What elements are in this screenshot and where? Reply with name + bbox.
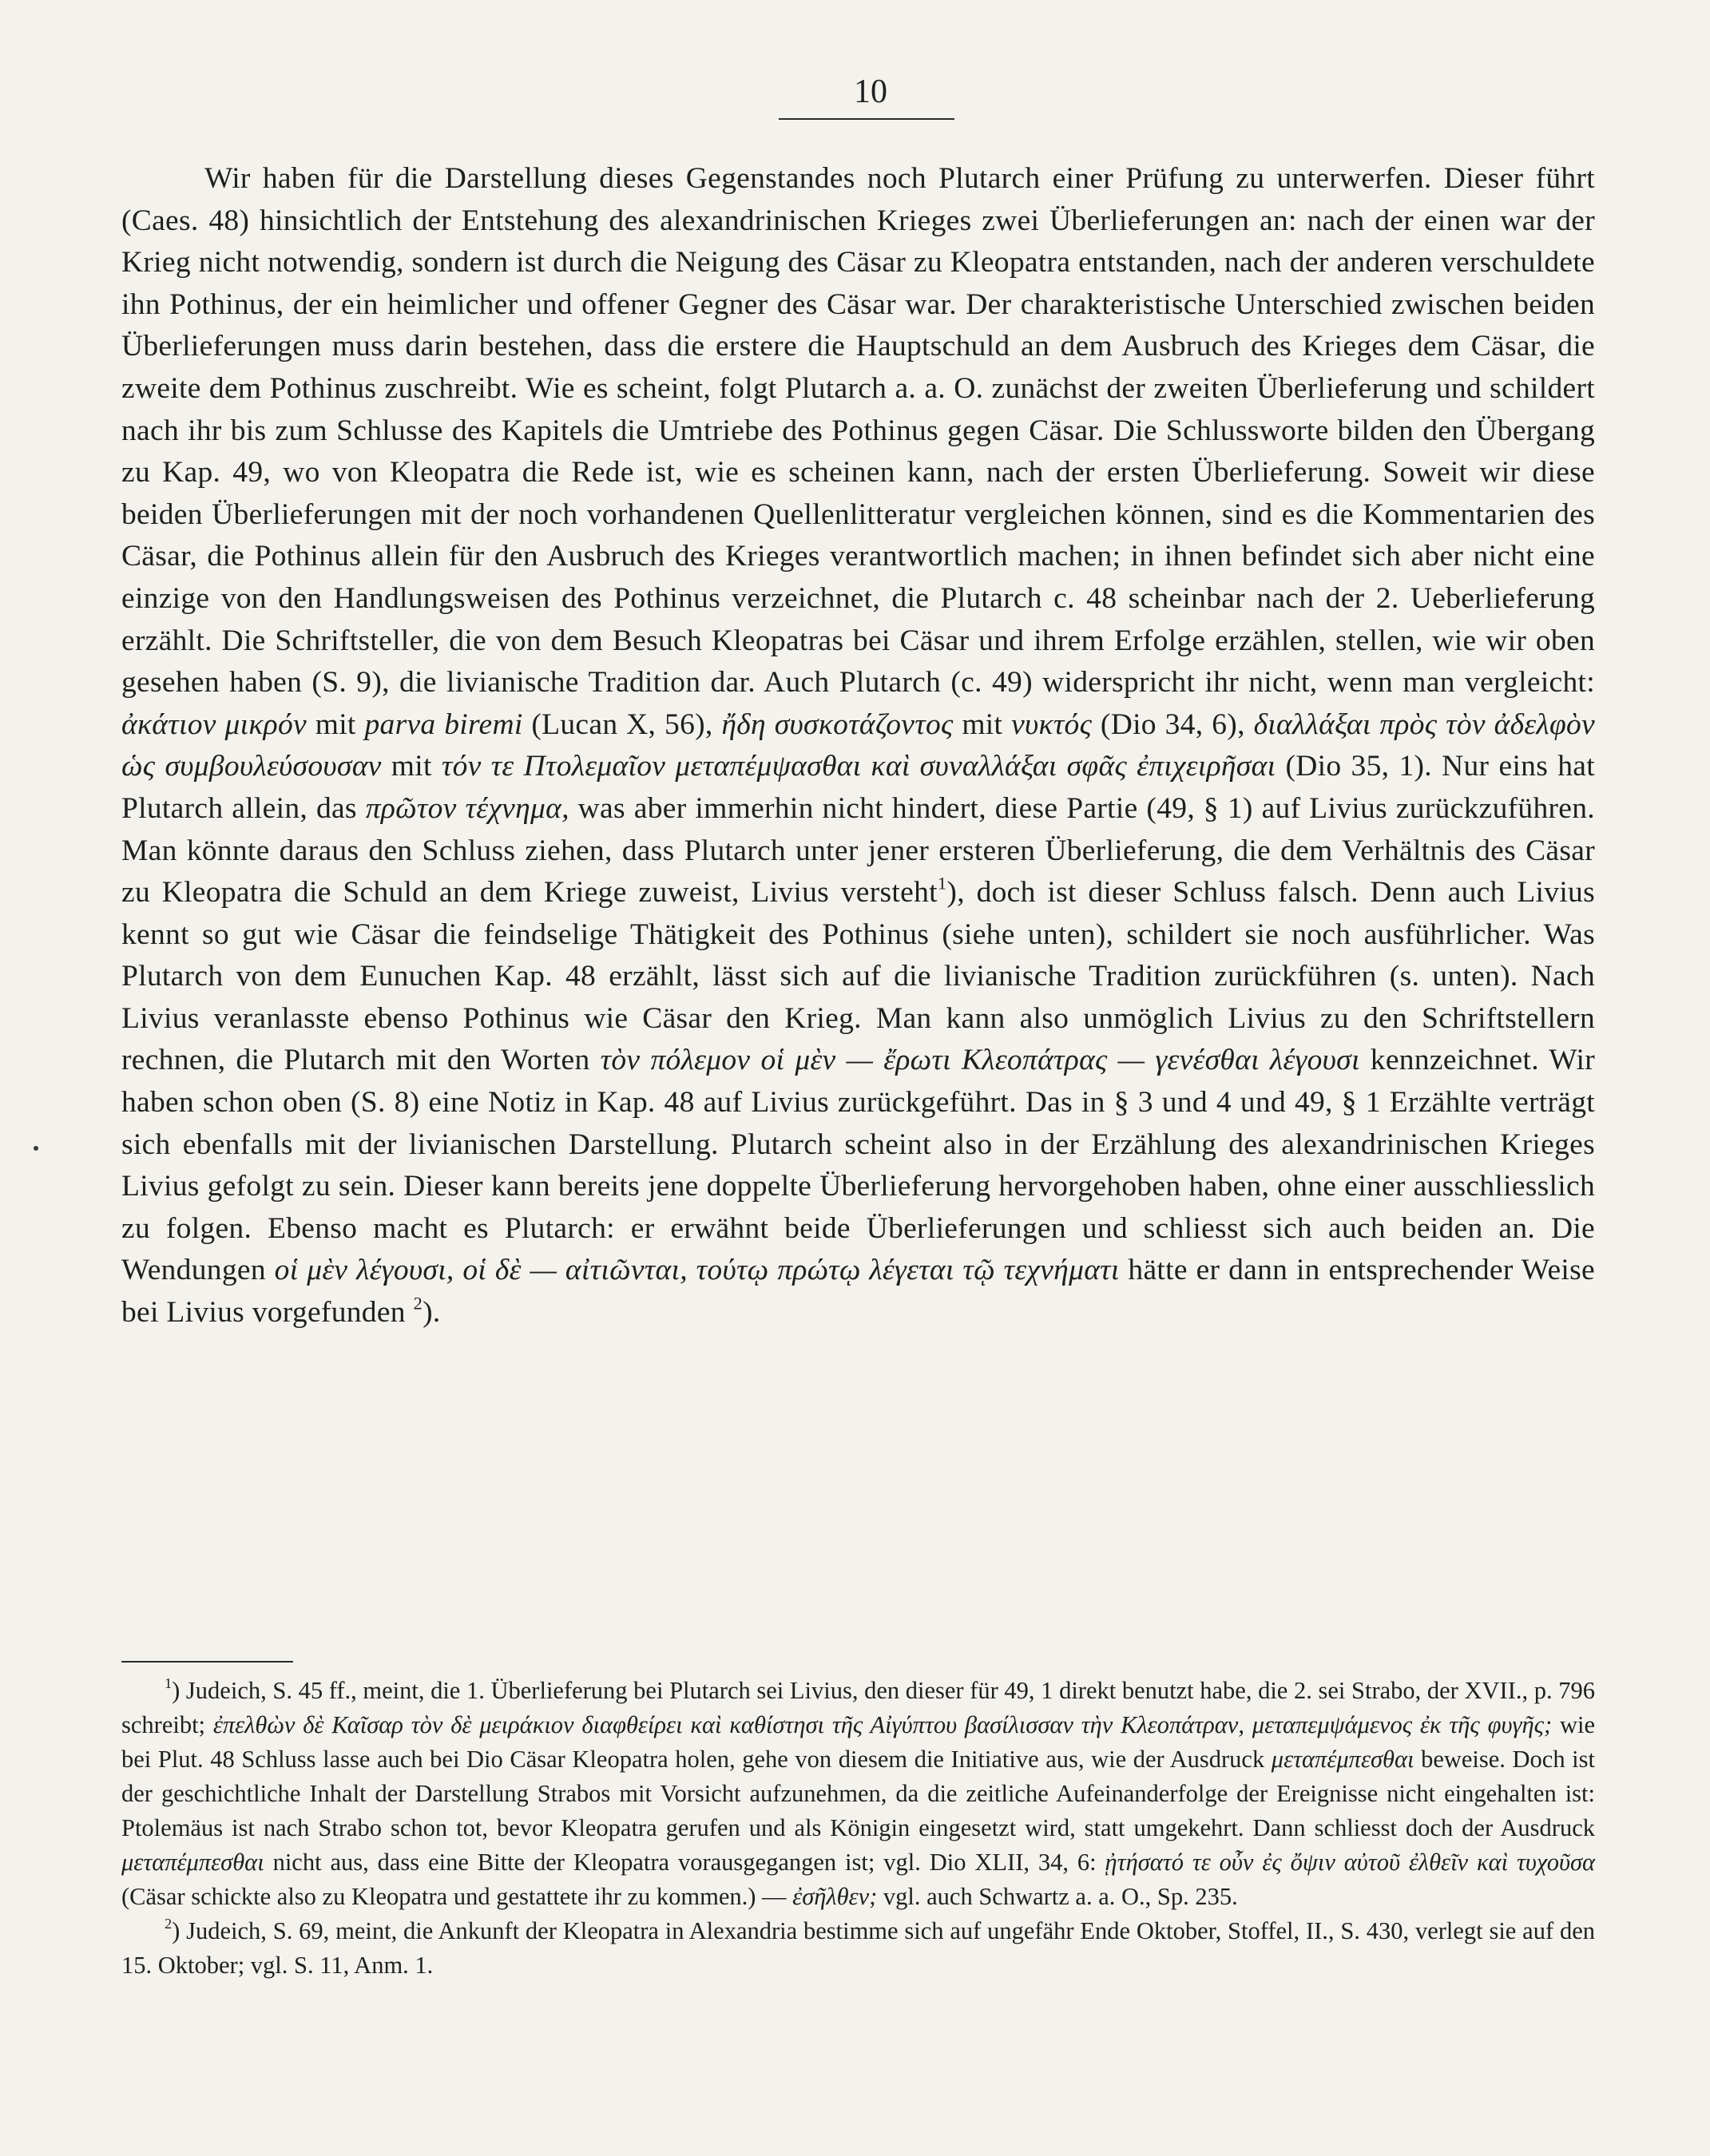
text-run: ) Judeich, S. 45 ff., meint, die 1. Überlieferung bei Plutarch sei Livius, den dieser für 49, 1 direkt benutzt habe, die 2. sei Strabo, der XVII., p. 796 schreibt; [121, 1677, 1595, 1738]
greek-quote: διαλλάξαι πρὸς τὸν ἀδελφὸν ὡς συμβουλεύσουσαν [121, 707, 1595, 783]
greek-quote: ἐπελθὼν δὲ Καῖσαρ τὸν δὲ μειράκιον διαφθείρει καὶ καθίστησι τῆς Αἰγύπτου βασίλισσαν τὴν Κλεοπάτραν, μεταπεμψάμενος ἐκ τῆς φυγῆς; [212, 1711, 1553, 1738]
latin-quote: parva biremi [364, 707, 523, 741]
text-run: (Dio 35, 1). Nur eins hat Plutarch allein, das [121, 750, 1595, 825]
text-run: mit [962, 707, 1003, 741]
text-run: vgl. auch Schwartz a. a. O., Sp. 235. [883, 1883, 1238, 1910]
footnote-number: 1 [165, 1675, 173, 1692]
header-rule [779, 118, 954, 120]
text-run: beweise. Doch ist der geschichtliche Inhalt der Darstellung Strabos mit Vorsicht aufzunehmen, da die zeitliche Aufeinanderfolge der Ereignisse nicht eingehalten ist: Ptolemäus ist nach Strabo schon tot, bevor Kleopatra gerufen und als Königin eingesetzt wird, statt umgekehrt. Dann schliesst doch der Ausdruck [121, 1746, 1595, 1841]
greek-quote: τὸν πόλεμον οἱ μὲν — ἔρωτι Κλεοπάτρας — γενέσθαι λέγουσι [600, 1044, 1360, 1077]
text-run: hätte er dann in entsprechender Weise bei Livius vorgefunden [121, 1254, 1595, 1330]
greek-quote: οἱ μὲν λέγουσι, οἱ δὲ — αἰτιῶνται, τούτῳ πρώτῳ λέγεται τῷ τεχνήματι [274, 1254, 1120, 1287]
greek-quote: ᾐτήσατό τε οὖν ἐς ὄψιν αὐτοῦ ἐλθεῖν καὶ τυχοῦσα [1105, 1849, 1596, 1876]
footnote-ref-2: 2 [413, 1293, 423, 1314]
text-run: ). [423, 1296, 441, 1330]
greek-quote: ἀκάτιον μικρόν [121, 707, 307, 741]
footnote-rule [121, 1661, 293, 1663]
text-run: (Dio 34, 6), [1100, 707, 1245, 741]
main-paragraph [121, 158, 1595, 1334]
text-run: Wir haben für die Darstellung dieses Gegenstandes noch Plutarch einer Prüfung zu unterwerfen. Dieser führt (Caes. 48) hinsichtlich der Entstehung des alexandrinischen Krieges zwei Überlieferungen an: nach der einen war der Krieg nicht notwendig, sondern ist durch die Neigung des Cäsar zu Kleopatra entstanden, nach der anderen verschuldete ihn Pothinus, der ein heimlicher und offener Gegner des Cäsar war. Der charakteristische Unterschied zwischen beiden Überlieferungen muss darin bestehen, dass die erstere die Hauptschuld an dem Ausbruch des Krieges dem Cäsar, die zweite dem Pothinus zuschreibt. Wie es scheint, folgt Plutarch a. a. O. zunächst der zweiten Überlieferung und schildert nach ihr bis zum Schlusse des Kapitels die Umtriebe des Pothinus gegen Cäsar. Die Schlussworte bilden den Übergang zu Kap. 49, wo von Kleopatra die Rede ist, wie es scheinen kann, nach der ersten Überlieferung. Soweit wir diese beiden Überlieferungen mit der noch vorhandenen Quellenlitteratur vergleichen können, sind es die Kommentarien des Cäsar, die Pothinus allein für den Ausbruch des Krieges verantwortlich machen; in ihnen befindet sich aber nicht eine einzige von den Handlungsweisen des Pothinus verzeichnet, die Plutarch c. 48 scheinbar nach der 2. Ueberlieferung erzählt. Die Schriftsteller, die von dem Besuch Kleopatras bei Cäsar und ihrem Erfolge erzählen, stellen, wie wir oben gesehen haben (S. 9), die livianische Tradition dar. Auch Plutarch (c. 49) widerspricht ihr nicht, wenn man vergleicht: [121, 162, 1595, 700]
footnote-number: 2 [165, 1916, 173, 1932]
text-run: was aber immerhin nicht hindert, diese Partie (49, § 1) auf Livius zurückzuführen. Man könnte daraus den Schluss ziehen, dass Plutarch unter jener ersteren Überlieferung, die dem Verhältnis des Cäsar zu Kleopatra die Schuld an dem Kriege zuweist, Livius versteht [121, 791, 1595, 910]
text-run: kennzeichnet. Wir haben schon oben (S. 8) eine Notiz in Kap. 48 auf Livius zurückgeführt. Das in § 3 und 4 und 49, § 1 Erzählte verträgt sich ebenfalls mit der livianischen Darstellung. Plutarch scheint also in der Erzählung des alexandrinischen Krieges Livius gefolgt zu sein. Dieser kann bereits jene doppelte Überlieferung hervorgehoben haben, ohne einer ausschliesslich zu folgen. Ebenso macht es Plutarch: er erwähnt beide Überlieferungen und schliesst sich auch beiden an. Die Wendungen [121, 1044, 1596, 1287]
footnote-ref-1: 1 [937, 873, 947, 894]
greek-quote: νυκτός [1011, 707, 1093, 741]
margin-mark [34, 1146, 38, 1151]
text-run: (Cäsar schickte also zu Kleopatra und gestattete ihr zu kommen.) — [121, 1883, 787, 1910]
text-run: wie bei Plut. 48 Schluss lasse auch bei Dio Cäsar Kleopatra holen, gehe von diesem die Initiative aus, wie der Ausdruck [121, 1711, 1596, 1773]
greek-quote: ἐσῆλθεν; [792, 1883, 878, 1910]
page-number: 10 [854, 73, 887, 110]
text-run: ), doch ist dieser Schluss falsch. Denn auch Livius kennt so gut wie Cäsar die feindselige Thätigkeit des Pothinus (siehe unten), schildert sie noch ausführlicher. Was Plutarch von dem Eunuchen Kap. 48 erzählt, lässt sich auf die livianische Tradition zurückführen (s. unten). Nach Livius veranlasste ebenso Pothinus wie Cäsar den Krieg. Man kann also unmöglich Livius zu den Schriftstellern rechnen, die Plutarch mit den Worten [121, 876, 1595, 1077]
footnotes [121, 1674, 1595, 1983]
footnote-1 [121, 1674, 1595, 1914]
text-run: mit [391, 750, 432, 783]
text-run: ) Judeich, S. 69, meint, die Ankunft der Kleopatra in Alexandria bestimme sich auf ungefähr Ende Oktober, Stoffel, II., S. 430, verlegt sie auf den 15. Oktober; vgl. S. 11, Anm. 1. [121, 1917, 1595, 1979]
footnote-2 [121, 1914, 1595, 1983]
greek-quote: πρῶτον τέχνημα, [365, 791, 569, 825]
greek-quote: μεταπέμπεσθαι [1271, 1746, 1414, 1773]
greek-quote: τόν τε Πτολεμαῖον μεταπέμψασθαι καὶ συναλλάξαι σφᾶς ἐπιχειρῆσαι [441, 750, 1276, 783]
text-run: (Lucan X, 56), [531, 707, 713, 741]
main-text [121, 158, 1595, 1334]
greek-quote: ἤδη συσκοτάζοντος [721, 707, 954, 741]
text-run: mit [315, 707, 356, 741]
greek-quote: μεταπέμπεσθαι [121, 1849, 264, 1876]
text-run: nicht aus, dass eine Bitte der Kleopatra vorausgegangen ist; vgl. Dio XLII, 34, 6: [272, 1849, 1097, 1876]
